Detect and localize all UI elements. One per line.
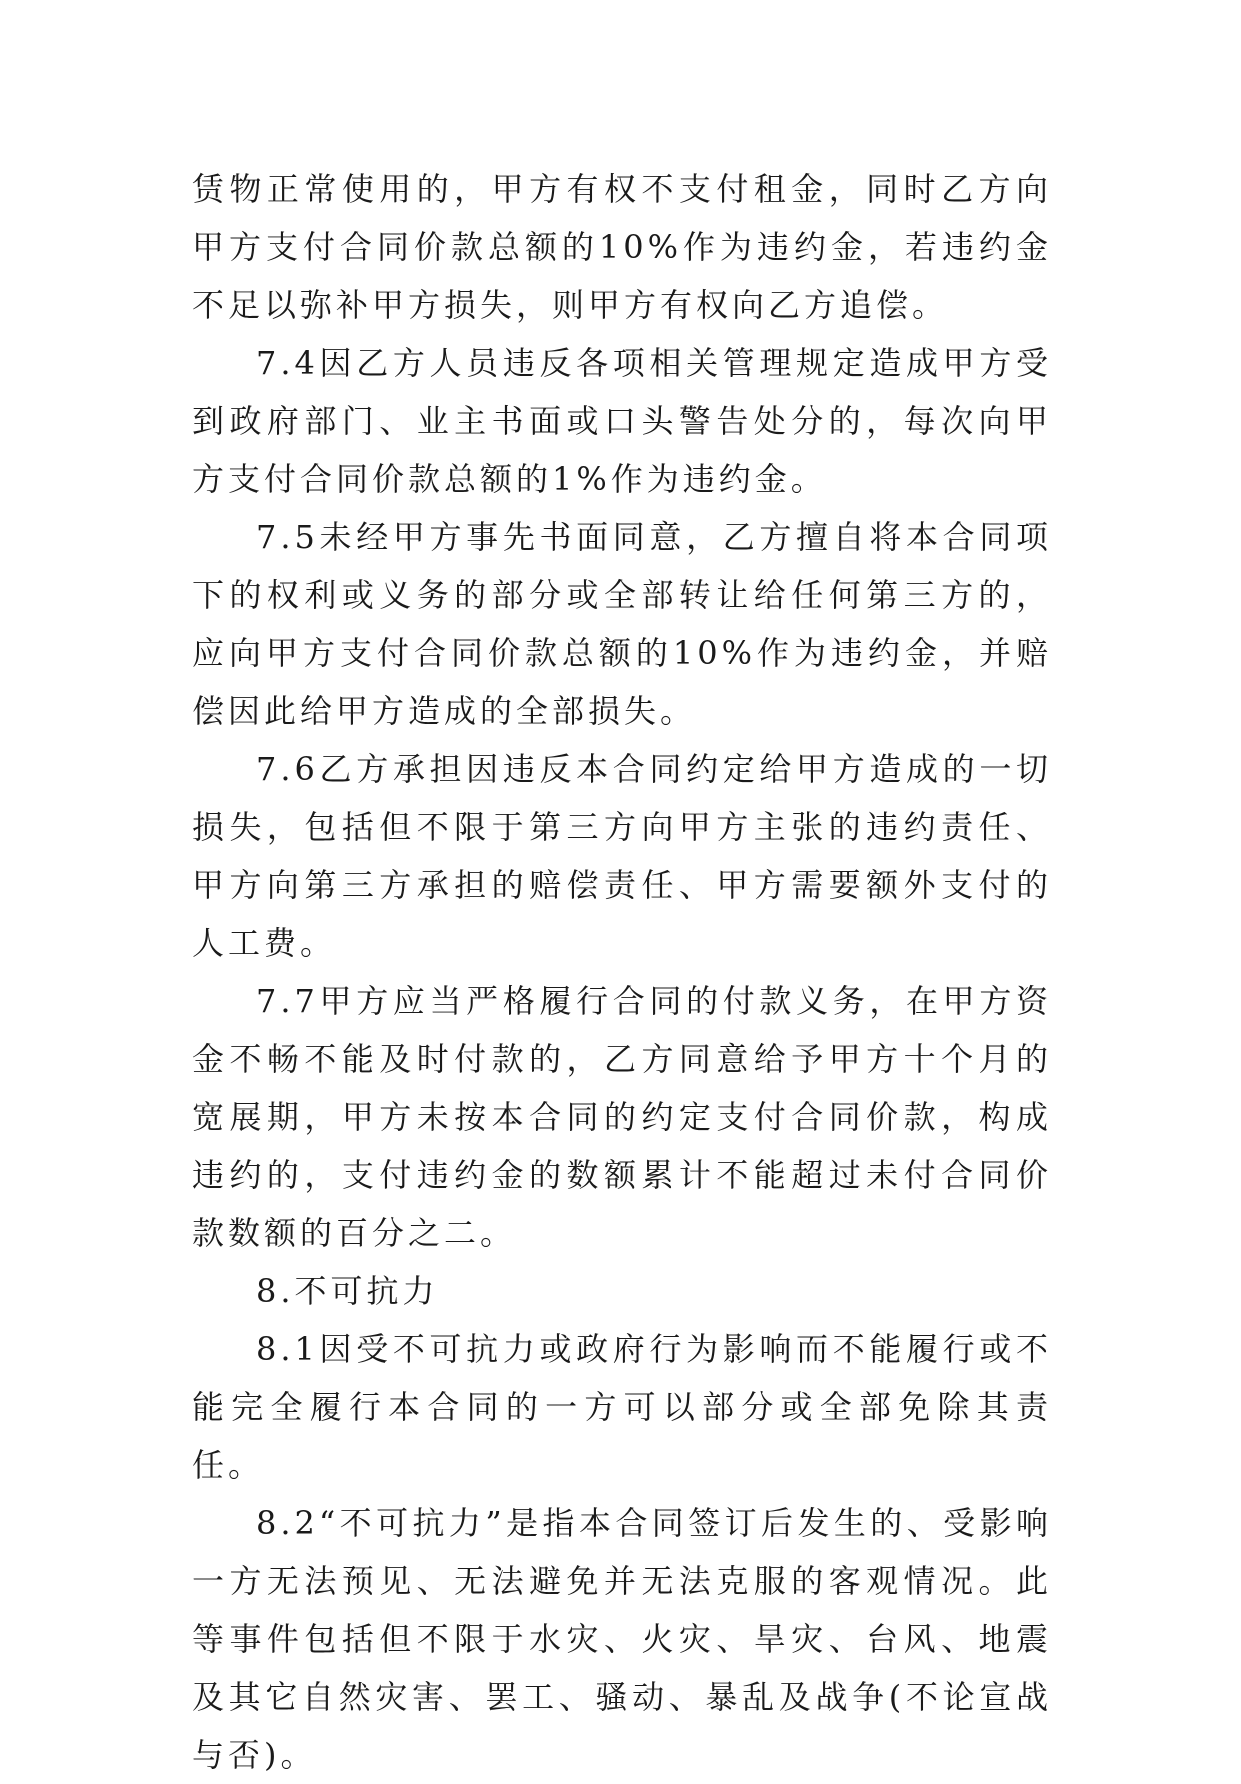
paragraph-7-4: 7.4因乙方人员违反各项相关管理规定造成甲方受到政府部门、业主书面或口头警告处分的，每次向甲方支付合同价款总额的1%作为违约金。 <box>192 344 1052 498</box>
paragraph-7-5: 7.5未经甲方事先书面同意，乙方擅自将本合同项下的权利或义务的部分或全部转让给任何第三方的，应向甲方支付合同价款总额的10%作为违约金，并赔偿因此给甲方造成的全部损失。 <box>192 518 1052 730</box>
paragraph-8-2: 8.2“不可抗力”是指本合同签订后发生的、受影响一方无法预见、无法避免并无法克服的客观情况。此等事件包括但不限于水灾、火灾、旱灾、台风、地震及其它自然灾害、罢工、骚动、暴乱及战争(不论宣战与否)。 <box>192 1504 1052 1774</box>
paragraph-continuation: 赁物正常使用的，甲方有权不支付租金，同时乙方向甲方支付合同价款总额的10%作为违约金，若违约金不足以弥补甲方损失，则甲方有权向乙方追偿。 <box>192 170 1052 324</box>
document-body <box>192 160 1052 1784</box>
section-heading-8: 8.不可抗力 <box>256 1272 439 1310</box>
paragraph-8-1: 8.1因受不可抗力或政府行为影响而不能履行或不能完全履行本合同的一方可以部分或全部免除其责任。 <box>192 1330 1052 1484</box>
paragraph-7-6: 7.6乙方承担因违反本合同约定给甲方造成的一切损失，包括但不限于第三方向甲方主张的违约责任、甲方向第三方承担的赔偿责任、甲方需要额外支付的人工费。 <box>192 750 1052 962</box>
paragraph-7-7: 7.7甲方应当严格履行合同的付款义务，在甲方资金不畅不能及时付款的，乙方同意给予甲方十个月的宽展期，甲方未按本合同的约定支付合同价款，构成违约的，支付违约金的数额累计不能超过未付合同价款数额的百分之二。 <box>192 982 1052 1252</box>
